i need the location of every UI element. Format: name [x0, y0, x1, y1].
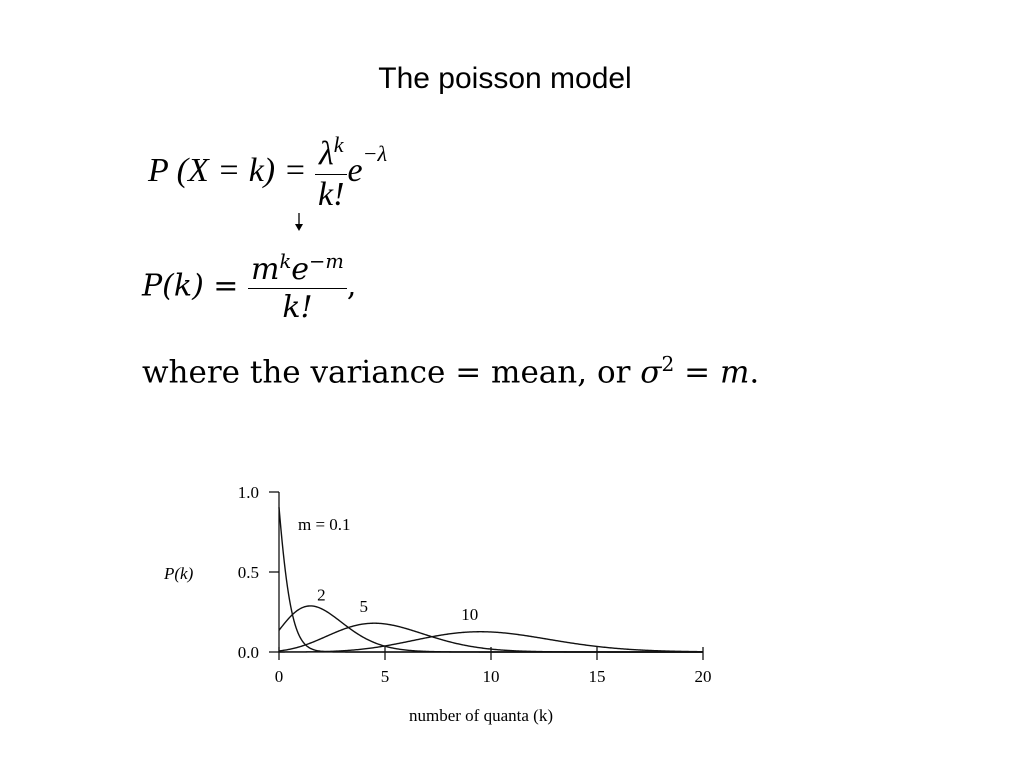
formula2-num-e: e — [291, 252, 310, 287]
slide-title: The poisson model — [378, 62, 632, 95]
note-sigma: σ — [640, 354, 662, 391]
note-sup: 2 — [661, 352, 675, 376]
formula-poisson-lambda — [148, 132, 387, 214]
x-tick-label: 5 — [380, 667, 390, 686]
y-axis-label: P(k) — [164, 564, 194, 583]
formula2-num-sup-m: −m — [309, 250, 344, 273]
formula2-trail: , — [346, 268, 357, 304]
y-tick-label: 1.0 — [237, 483, 259, 502]
poisson-chart — [150, 470, 750, 740]
chart-axes — [163, 483, 712, 725]
x-tick-label: 0 — [274, 667, 284, 686]
down-arrow-icon — [292, 212, 306, 232]
x-tick-label: 20 — [694, 667, 712, 686]
formula2-num-sup-k: k — [279, 250, 292, 273]
formula1-lhs: P (X = k) = — [148, 151, 316, 189]
x-tick-label: 10 — [482, 667, 500, 686]
note-end: . — [749, 354, 760, 391]
note-rest: = — [674, 354, 720, 391]
formula1-fraction — [315, 132, 347, 214]
series-label-4: 10 — [461, 604, 479, 624]
note-m: m — [719, 354, 750, 391]
note-text: where the variance = mean, or — [142, 354, 641, 391]
formula1-den: k! — [318, 176, 345, 214]
formula1-num: λ — [318, 135, 334, 173]
series-label-1: m = 0.1 — [298, 515, 351, 534]
series-label-2: 2 — [317, 585, 326, 605]
y-tick-label: 0.0 — [237, 643, 259, 662]
y-tick-label: 0.5 — [237, 563, 259, 582]
chart-labels — [298, 515, 478, 624]
formula-poisson-m — [142, 250, 356, 325]
formula1-exp-sup: −λ — [362, 140, 388, 166]
formula1-exp-base: e — [347, 151, 363, 189]
formula2-den: k! — [282, 290, 313, 325]
x-tick-label: 15 — [588, 667, 606, 686]
variance-note — [142, 352, 759, 390]
formula2-fraction — [248, 250, 347, 325]
formula2-num-m: m — [250, 252, 280, 287]
formula2-lhs: P(k) = — [142, 268, 248, 304]
series-label-3: 5 — [359, 596, 369, 616]
formula1-num-sup: k — [333, 132, 344, 157]
x-axis-label: number of quanta (k) — [409, 706, 553, 725]
